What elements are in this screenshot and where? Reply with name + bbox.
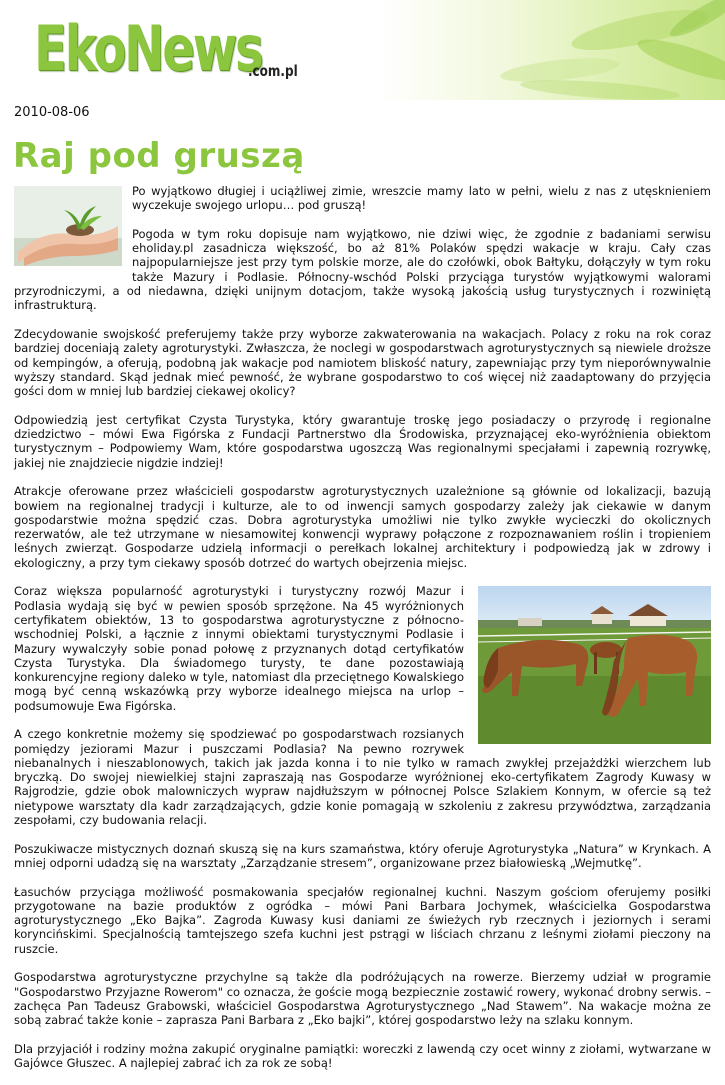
hands-with-plant-photo — [14, 186, 122, 266]
paragraph-3: Zdecydowanie swojskość preferujemy także przy wyborze zakwaterowania na wakacjach. Polacy z roku na rok coraz bardziej doceniają zalety agroturystyki. Zwłaszcza, że noclegi w gospodarstwach agroturystycznych są niewiele droższe od kempingów, a oferują, podobną jak wakacje pod namiotem bliskość natury, zapewniając przy tym nieporównywalnie wyższy standard. Skąd jednak mieć pewność, że wybrane gospodarstwo to coś więcej niż zaadaptowany do przyjęcia gości dom w mniej lub bardziej ciekawej okolicy? — [14, 326, 711, 399]
site-logo[interactable]: EkoNews — [34, 12, 262, 85]
paragraph-10: Gospodarstwa agroturystyczne przychylne są także dla podróżujących na rowerze. Bierzemy udział w programie "Gospodarstwo Przyjazne Rowerom" co oznacza, że goście mogą bezpiecznie zostawić rowery, wykonać drobny serwis. – zachęca Pan Tadeusz Grabowski, właściciel Gospodarstwa Agroturystycznego „Nad Stawem”. Na wakacje można ze sobą zabrać także konie – zaprasza Pani Barbara z „Eko bajki”, której gospodarstwo leży na szlaku konnym. — [14, 970, 711, 1028]
hands-photo — [14, 186, 122, 266]
horses-photo — [478, 586, 711, 744]
paragraph-2: Pogoda w tym roku dopisuje nam wyjątkowo, nie dziwi więc, że zgodnie z badaniami serwisu eholiday.pl zasadnicza większość, bo aż 81% Polaków spędzi wakacje w kraju. Cały czas najpopularniejsze jest przy tym polskie morze, ale do czołówki, obok Bałtyku, dołączyły w tym roku także Mazury i Podlasie. Północny-wschód Polski przyciąga turystów wyjątkowymi walorami przyrodniczymi, a od niedawna, dzięki unijnym dotacjom, także wysoką jakością usług turystycznych i rozwiniętą infrastrukturą. — [14, 226, 711, 313]
site-banner — [0, 0, 725, 100]
article-date: 2010-08-06 — [14, 105, 90, 120]
paragraph-8: Poszukiwacze mistycznych doznań skuszą się na kurs szamaństwa, który oferuje Agroturystyka „Natura” w Krynkach. A mniej odporni udadzą się na warsztaty „Zarządzanie stresem”, organizowane przez białowieską „Wejmutkę”. — [14, 841, 711, 870]
article-body — [14, 184, 711, 1085]
paragraph-4: Odpowiedzią jest certyfikat Czysta Turystyka, który gwarantuje troskę jego posiadaczy o przyrodę i regionalne dziedzictwo – mówi Ewa Figórska z Fundacji Partnerstwo dla Środowiska, przyznającej eko-wyróżnienia obiektom turystycznym – Podpowiemy Wam, które gospodarstwa ugoszczą Was regionalnymi specjałami i zapewnią rozrywkę, jakiej nie znajdziecie nigdzie indziej! — [14, 412, 711, 470]
site-logo-suffix: .com.pl — [248, 62, 298, 80]
paragraph-5: Atrakcje oferowane przez właścicieli gospodarstw agroturystycznych uzależnione są głównie od lokalizacji, bazują bowiem na regionalnej tradycji i kulturze, ale to od inwencji samych gospodarzy zależy jak ciekawie w danym gospodarstwie można spędzić czas. Dobra agroturystyka umożliwi nie tylko zwykłe wycieczki do okolicznych rezerwatów, ale też utrzymane w niesamowitej konwencji wyprawy połączone z rozpoznawaniem roślin i tropieniem leśnych zwierząt. Gospodarze udzielą informacji o perełkach lokalnej architektury i podpowiedzą jak w zdrowy i ekologiczny, a przy tym ciekawy sposób dotrzeć do wartych obejrzenia miejsc. — [14, 484, 711, 570]
paragraph-7: A czego konkretnie możemy się spodziewać po gospodarstwach rozsianych pomiędzy jeziorami Mazur i puszczami Podlasia? Na pewno rozrywek niebanalnych i nieszablonowych, takich jak jazda konna i to nie tylko w ramach zwykłej przejażdżki wierzchem lub bryczką. Do swojej niewielkiej stajni zapraszają nas Gospodarze wyróżnionej eko-certyfikatem Zagrody Kuwasy w Rajgrodzie, gdzie obok malowniczych wypraw najdłuższym w północnej Polsce Szlakiem Konnym, w ofercie są też nietypowe warsztaty dla kadr zarządzających, gdzie konie pomagają w szkoleniu z zakresu przywództwa, zarządzania zespołami, czy budowania relacji. — [14, 727, 711, 828]
paragraph-1: Po wyjątkowo długiej i uciążliwej zimie, wreszcie mamy lato w pełni, wielu z nas z utęsknieniem wyczekuje swojego urlopu… pod gruszą! — [132, 184, 711, 213]
article-title: Raj pod gruszą — [13, 136, 305, 176]
horses-on-pasture-photo — [478, 586, 711, 744]
paragraph-11: Dla przyjaciół i rodziny można zakupić oryginalne pamiątki: woreczki z lawendą czy ocet winny z ziołami, wytwarzane w Gajówce Głuszec. A najlepiej zabrać ich za rok ze sobą! — [14, 1041, 711, 1071]
paragraph-6: Coraz większa popularność agroturystyki i turystyczny rozwój Mazur i Podlasia wydają się być w pewien sposób sprzężone. Na 45 wyróżnionych certyfikatem obiektów, 13 to gospodarstwa agroturystyczne z północno-wschodniej Polski, a łącznie z innymi obiektami turystycznymi Podlasie i Mazury wywalczyły sobie ponad połowę z przyznanych dotąd certyfikatów Czysta Turystyka. Dla świadomego turysty, te dane pozostawiają konkurencyjne regiony daleko w tyle, natomiast dla przeciętnego Kowalskiego mogą być cenną wskazówką przy wyborze idealnego miejsca na urlop – podsumowuje Ewa Figórska. — [14, 584, 464, 713]
paragraph-9: Łasuchów przyciąga możliwość posmakowania specjałów regionalnej kuchni. Naszym gościom oferujemy posiłki przygotowane na bazie produktów z ogródka – mówi Pani Barbara Jochymek, właścicielka Gospodarstwa agroturystycznego „Eko Bajka”. Zagroda Kuwasy kusi daniami ze świeżych ryb rzecznych i jeziornych i serami koryncińskimi. Specjalnością tamtejszego szefa kuchni jest pstrągi w liściach chrzanu z leśnymi ziołami pieczony na ruszcie. — [14, 884, 711, 956]
